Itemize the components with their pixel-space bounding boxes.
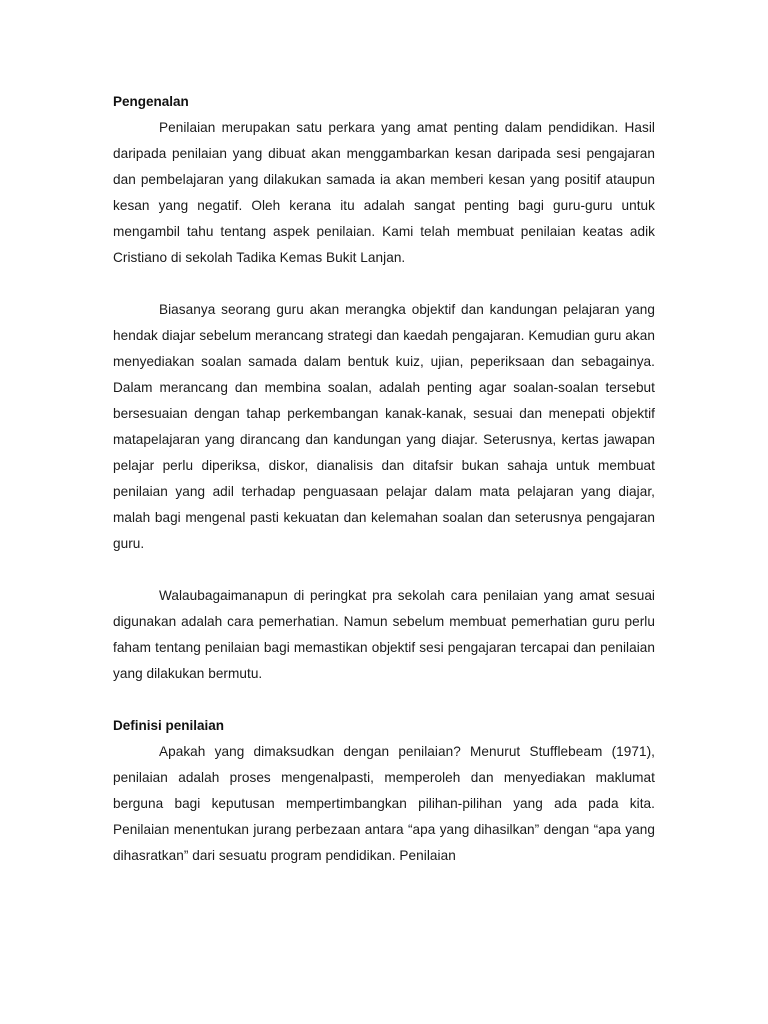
section-heading-pengenalan: Pengenalan [113, 94, 189, 109]
paragraph-spacer [113, 557, 655, 583]
paragraph-pengenalan-1: Penilaian merupakan satu perkara yang amat penting dalam pendidikan. Hasil daripada penilaian yang dibuat akan menggambarkan kesan daripada sesi pengajaran dan pembelajaran yang dilakukan samada ia akan memberi kesan yang positif ataupun kesan yang negatif. Oleh kerana itu adalah sangat penting bagi guru-guru untuk mengambil tahu tentang aspek penilaian. Kami telah membuat penilaian keatas adik Cristiano di sekolah Tadika Kemas Bukit Lanjan. [113, 120, 655, 265]
paragraph-spacer [113, 271, 655, 297]
paragraph-pengenalan-3: Walaubagaimanapun di peringkat pra sekolah cara penilaian yang amat sesuai digunakan adalah cara pemerhatian. Namun sebelum membuat pemerhatian guru perlu faham tentang penilaian bagi memastikan objektif sesi pengajaran tercapai dan penilaian yang dilakukan bermutu. [113, 588, 655, 681]
paragraph-definisi-1: Apakah yang dimaksudkan dengan penilaian? Menurut Stufflebeam (1971), penilaian adalah proses mengenalpasti, memperoleh dan menyediakan maklumat berguna bagi keputusan mempertimbangkan pilihan-pilihan yang ada pada kita. Penilaian menentukan jurang perbezaan antara “apa yang dihasilkan” dengan “apa yang dihasratkan” dari sesuatu program pendidikan. Penilaian [113, 744, 655, 863]
document-body [113, 89, 655, 869]
paragraph-pengenalan-2: Biasanya seorang guru akan merangka objektif dan kandungan pelajaran yang hendak diajar sebelum merancang strategi dan kaedah pengajaran. Kemudian guru akan menyediakan soalan samada dalam bentuk kuiz, ujian, peperiksaan dan sebagainya. Dalam merancang dan membina soalan, adalah penting agar soalan-soalan tersebut bersesuaian dengan tahap perkembangan kanak-kanak, sesuai dan menepati objektif matapelajaran yang dirancang dan kandungan yang diajar. Seterusnya, kertas jawapan pelajar perlu diperiksa, diskor, dianalisis dan ditafsir bukan sahaja untuk membuat penilaian yang adil terhadap penguasaan pelajar dalam mata pelajaran yang diajar, malah bagi mengenal pasti kekuatan dan kelemahan soalan dan seterusnya pengajaran guru. [113, 302, 655, 551]
section-spacer [113, 687, 655, 713]
section-heading-definisi: Definisi penilaian [113, 718, 225, 733]
